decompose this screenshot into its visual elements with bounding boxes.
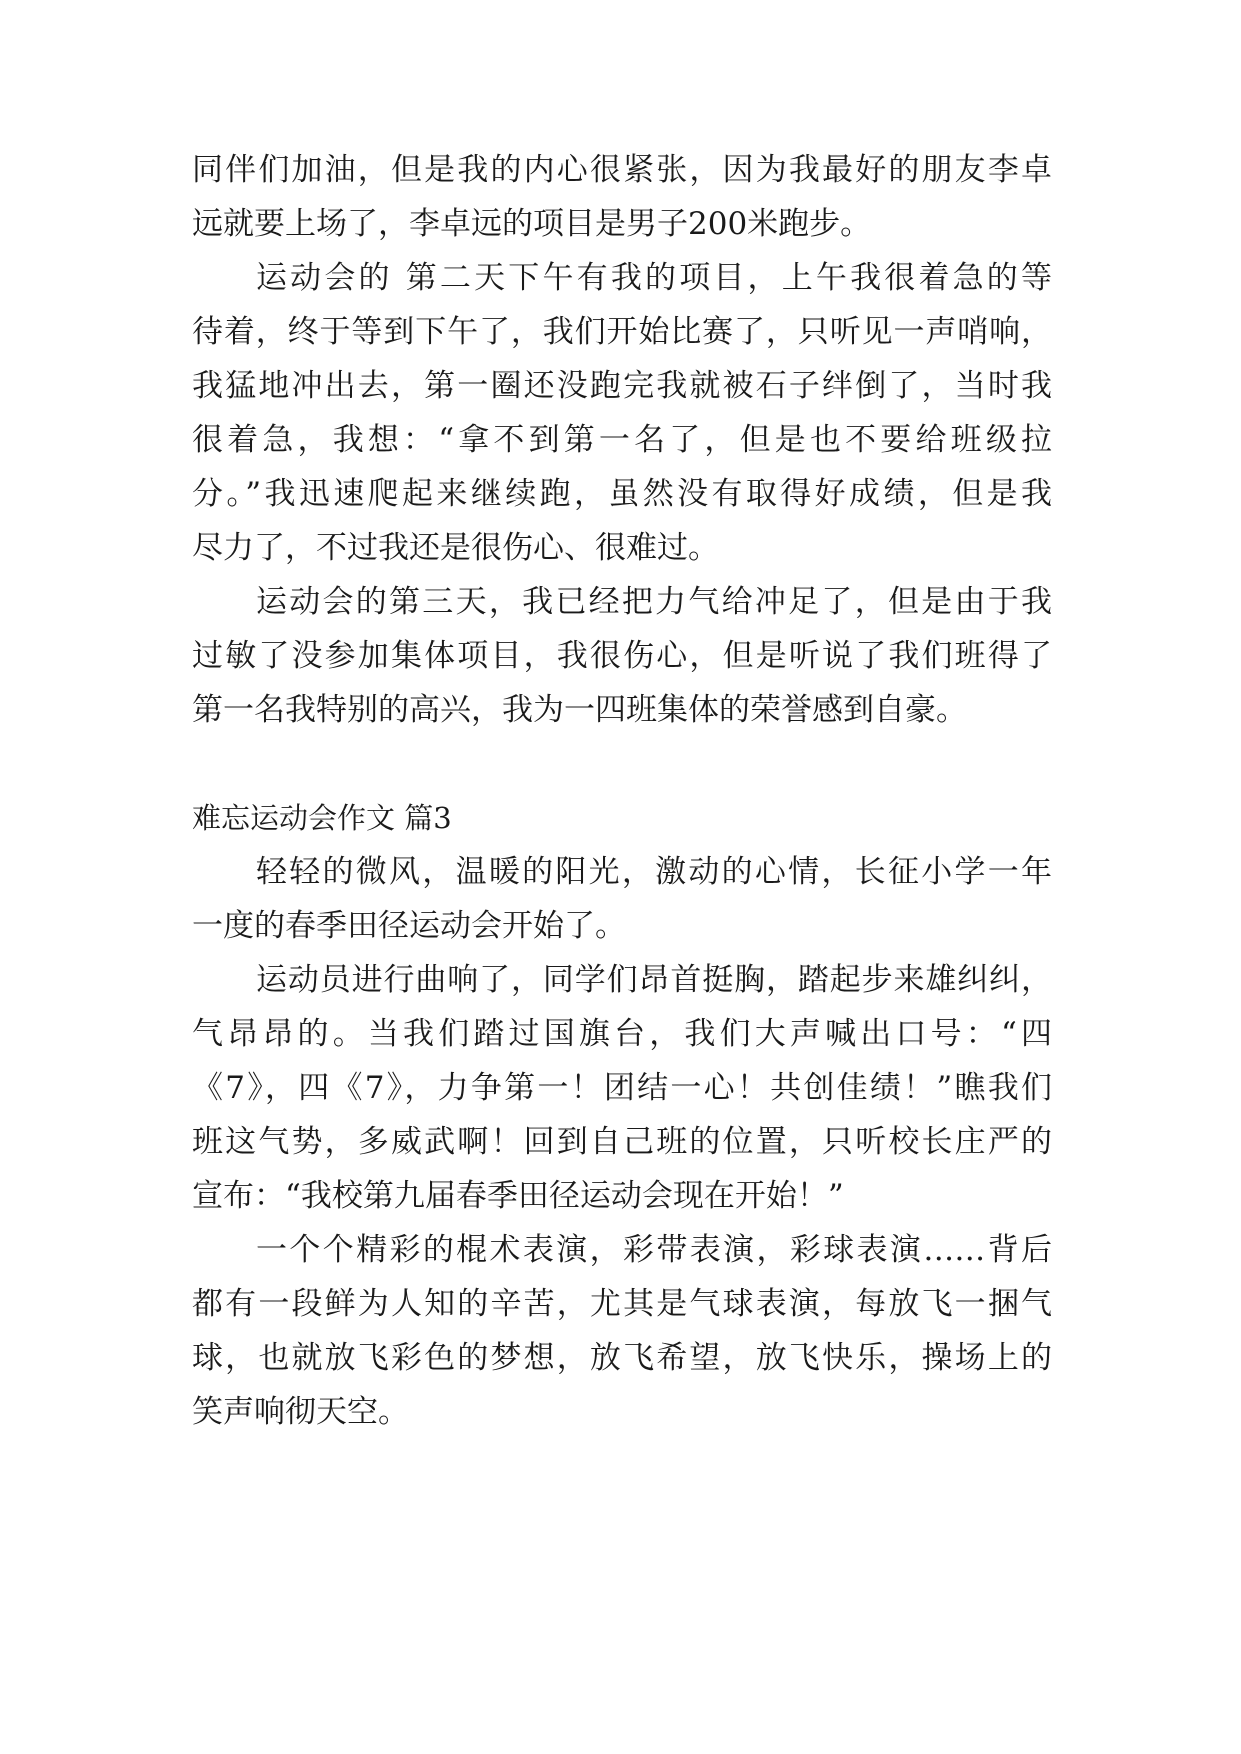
paragraph-line: 远就要上场了，李卓远的项目是男子200米跑步。 — [192, 206, 872, 242]
paragraph-line: 轻轻的微风，温暖的阳光，激动的心情，长征小学一年 — [256, 854, 1052, 890]
paragraph-line: 笑声响彻天空。 — [192, 1394, 409, 1430]
paragraph-line: 运动员进行曲响了，同学们昂首挺胸，踏起步来雄纠纠， — [256, 962, 1052, 998]
paragraph-line: 都有一段鲜为人知的辛苦，尤其是气球表演，每放飞一捆气 — [192, 1286, 1052, 1322]
paragraph-line: 尽力了，不过我还是很伤心、很难过。 — [192, 530, 719, 566]
paragraph-line: 过敏了没参加集体项目，我很伤心，但是听说了我们班得了 — [192, 638, 1052, 674]
paragraph-line: 《7》，四《7》，力争第一！团结一心！共创佳绩！”瞧我们 — [192, 1070, 1052, 1106]
paragraph-line: 气昂昂的。当我们踏过国旗台，我们大声喊出口号：“四 — [192, 1016, 1052, 1052]
paragraph-line: 运动会的第三天，我已经把力气给冲足了，但是由于我 — [256, 584, 1052, 620]
section-heading: 难忘运动会作文 篇3 — [192, 801, 452, 835]
paragraph-line: 球，也就放飞彩色的梦想，放飞希望，放飞快乐，操场上的 — [192, 1340, 1052, 1376]
paragraph-line: 运动会的 第二天下午有我的项目，上午我很着急的等 — [256, 260, 1052, 296]
paragraph-line: 一度的春季田径运动会开始了。 — [192, 908, 626, 944]
paragraph-line: 待着，终于等到下午了，我们开始比赛了，只听见一声哨响， — [192, 314, 1052, 350]
paragraph-line: 班这气势，多威武啊！回到自己班的位置，只听校长庄严的 — [192, 1124, 1052, 1160]
paragraph-line: 同伴们加油，但是我的内心很紧张，因为我最好的朋友李卓 — [192, 152, 1052, 188]
paragraph-line: 很着急，我想：“拿不到第一名了，但是也不要给班级拉 — [192, 422, 1052, 458]
paragraph-line: 我猛地冲出去，第一圈还没跑完我就被石子绊倒了，当时我 — [192, 368, 1052, 404]
paragraph-line: 宣布：“我校第九届春季田径运动会现在开始！” — [192, 1178, 844, 1214]
paragraph-line: 一个个精彩的棍术表演，彩带表演，彩球表演……背后 — [256, 1232, 1052, 1268]
paragraph-line: 第一名我特别的高兴，我为一四班集体的荣誉感到自豪。 — [192, 692, 967, 728]
paragraph-line: 分。”我迅速爬起来继续跑，虽然没有取得好成绩，但是我 — [192, 476, 1052, 512]
